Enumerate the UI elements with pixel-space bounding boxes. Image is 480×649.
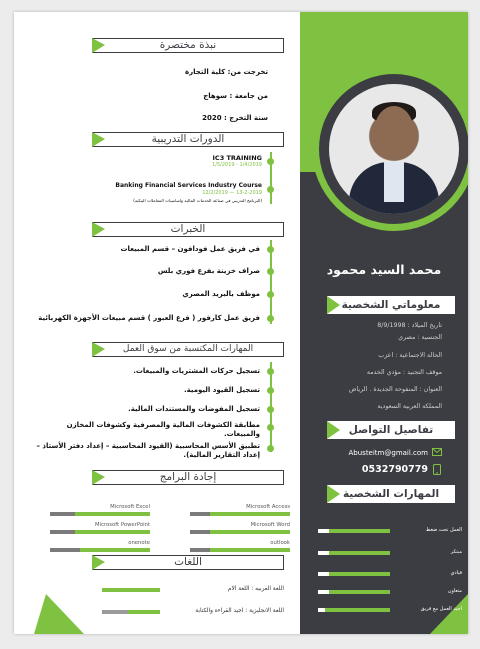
corner-decoration [34,594,84,634]
skill-level-bar [318,572,390,576]
personal-skill-label: متعاون [447,588,462,594]
experience-item: في فريق عمل فودافون – قسم المبيعات [120,245,260,253]
course-title: IC3 TRAINING [212,154,262,162]
personal-skill-row [318,549,462,557]
skill-market-item: تسجيل المفوضات والمستندات المالية. [128,405,260,413]
timeline-dot [267,268,274,275]
experience-item: فريق عمل كارفور ( فرع العبور ) قسم مبيعات الأجهزة الكهربائية [38,314,260,322]
skill-level-bar [318,590,390,594]
courses-heading: الدورات التدريبية [92,132,284,147]
personal-info-heading: معلوماتي الشخصية [327,296,455,314]
info-nationality: الجنسية : مصري [398,334,442,341]
program-level-bar [190,530,290,534]
experience-heading: الخبرات [92,222,284,237]
skill-level-bar [318,608,390,612]
cv-page [14,12,468,634]
info-address: العنوان : المنفوحة الجديدة . الرياض [348,386,442,393]
skill-market-item: تطبيق الأسس المحاسبية (القيود المحاسبية – إعداد دفتر الأستاذ – إعداد التقارير المالية). [36,442,260,459]
timeline-dot [267,406,274,413]
language-label: اللغة الانجليزية : اجيد القراءه والكتابة [195,608,284,614]
summary-graduation: سنة التخرج : 2020 [202,114,268,122]
skill-market-item: تسجيل حركات المشتريات والمبيعات. [133,367,260,375]
info-marital: الحالة الاجتماعية : اعزب [378,352,442,359]
personal-skill-row [318,588,462,596]
program-level-bar [190,548,290,552]
language-label: اللغة العربيه : اللغة الام [227,586,284,592]
info-country: المملكة العربية السعودية [377,403,442,410]
timeline-dot [267,424,274,431]
language-level-bar [102,610,160,614]
course-dates: 1/5/2019 - 1/4/2019 [212,162,262,168]
personal-skills-heading: المهارات الشخصية [327,485,455,503]
experience-item: موظف بالبريد المصري [182,290,260,298]
timeline-dot [267,158,274,165]
timeline-dot [267,387,274,394]
timeline-dot [267,291,274,298]
summary-heading: نبذة مختصرة [92,38,284,53]
phone-icon [433,464,441,475]
personal-skill-label: اجيد العمل مع فريق [420,606,462,612]
program-level-bar [190,512,290,516]
corner-decoration-right [430,594,468,634]
skill-market-item: مطابقة الكشوفات المالية والمصرفية وكشوفات المخازن والمبيعات. [66,421,260,438]
programs-heading: إجادة البرامج [92,470,284,485]
timeline-dot [267,246,274,253]
program-label: Microsoft Access [246,504,290,510]
program-label: outlook [270,540,290,546]
course-note: (البرنامج التدريبي في صناعة الخدمات المالية واساسيات المعاملات البنكية) [133,198,262,203]
skills-market-heading: المهارات المكتسبة من سوق العمل [92,342,284,357]
course-title: Banking Financial Services Industry Course [115,182,262,189]
contact-phone[interactable]: 0532790779 [361,464,428,475]
program-level-bar [50,548,150,552]
personal-skill-label: مبتكر [450,549,462,555]
info-birth: تاريخ الميلاد : 8/9/1998 [377,322,442,329]
program-label: onenote [128,540,150,546]
profile-name: محمد السيد محمود [326,262,442,277]
personal-skill-label: العمل تحت ضغط [425,527,462,533]
summary-faculty: تخرجت من: كلية التجارة [185,68,268,76]
program-level-bar [50,512,150,516]
program-level-bar [50,530,150,534]
summary-university: من جامعة : سوهاج [203,92,268,100]
personal-skill-row [318,527,462,535]
timeline-dot [267,445,274,452]
personal-skill-row [318,606,462,614]
contact-email[interactable]: Abusteitm@gmail.com [348,449,428,457]
experience-item: صراف خزينة بفرع فوري بلس [157,267,260,275]
mail-icon [432,448,442,456]
profile-photo [329,84,459,214]
languages-heading: اللغات [92,555,284,570]
timeline-dot [267,186,274,193]
course-dates: 12/2/2019 — 13-2-2019 [202,190,262,196]
skill-market-item: تسجيل القيود اليومية. [183,386,260,394]
timeline-dot [267,315,274,322]
personal-skill-row [318,570,462,578]
timeline-dot [267,368,274,375]
program-label: Microsoft Word [250,522,290,528]
skill-level-bar [318,551,390,555]
info-military: موقف التجنيد : مؤدي الخدمة [366,369,442,376]
contact-heading: تفاصيل التواصل [327,421,455,439]
skill-level-bar [318,529,390,533]
program-label: Microsoft Excel [110,504,150,510]
language-level-bar [102,588,160,592]
program-label: Microsoft PowerPoint [95,522,150,528]
personal-skill-label: قيادي [450,570,462,576]
